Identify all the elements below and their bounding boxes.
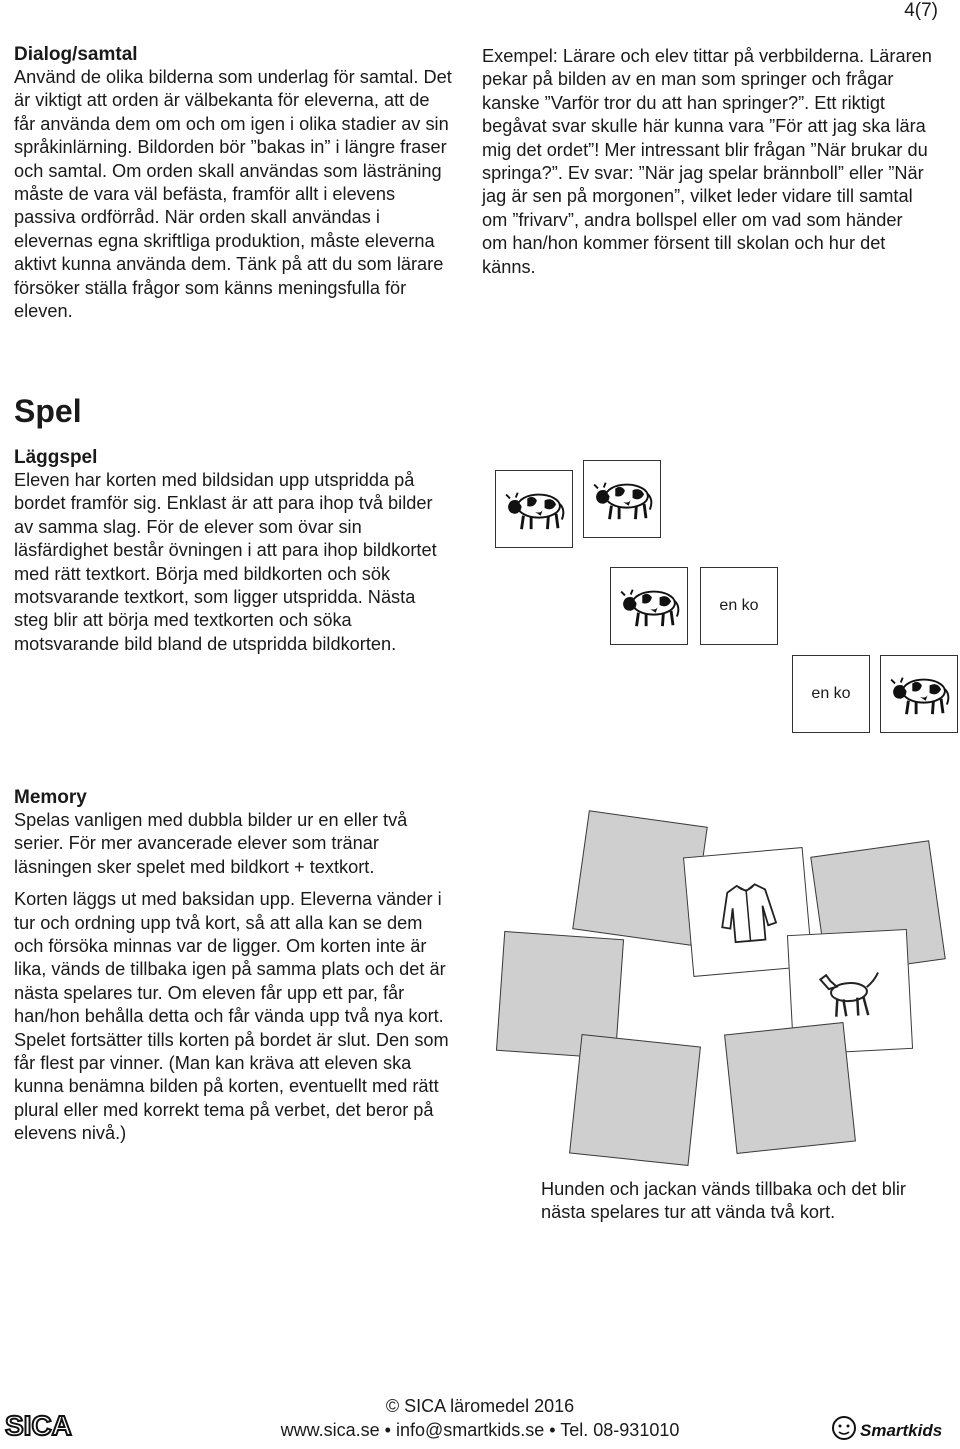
memory-card-back[interactable] (724, 1022, 856, 1154)
memory-heading: Memory (14, 787, 87, 808)
text-card-label: en ko (811, 685, 851, 702)
footer-contact: www.sica.se • info@smartkids.se • Tel. 08-931010 (280, 1420, 680, 1440)
jacket-icon (710, 874, 786, 950)
dialog-example (482, 45, 932, 279)
dialog-section (14, 43, 454, 323)
memory-text-1: Spelas vanligen med dubbla bilder ur en eller två serier. För mer avancerade elever som tränar läsningen sker spelet med bildkort + textkort. (14, 810, 408, 877)
sica-logo-text: SICA (5, 1410, 72, 1441)
cow-picture-card[interactable] (583, 460, 661, 538)
dialog-example-text: Exempel: Lärare och elev tittar på verbbilderna. Läraren pekar på bilden av en man som springer och frågar kanske ”Varför tror du att han springer?”. Ett riktigt begåvat svar skulle här kunna vara ”För att jag ska lära mig det ordet”! Mer intressant blir frågan ”När brukar du springa?”. Ev svar: ”När jag spelar brännboll” eller ”När jag är sen på morgonen”, vilket leder vidare till samtal om ”frivarv”, andra bollspel eller om vad som händer om han/hon kommer försent till skolan och hur det känns. (482, 46, 932, 277)
footer (0, 1396, 960, 1441)
smartkids-logo-text: Smartkids (860, 1421, 943, 1440)
cow-picture-card[interactable] (880, 655, 958, 733)
text-card[interactable] (792, 655, 870, 733)
page-number: 4(7) (904, 0, 938, 21)
laggspel-section (14, 446, 454, 656)
spel-heading: Spel (14, 393, 82, 429)
laggspel-text: Eleven har korten med bildsidan upp utspridda på bordet framför sig. Enklast är att para ihop två bilder av samma slag. För de elever som övar sin läsfärdighet består övningen i att para ihop bildkortet med rätt textkort. Börja med bildkorten och sök motsvarande textkort, som ligger utspridda. Nästa steg blir att börja med textkorten och söka motsvarande bild bland de utspridda bildkorten. (14, 470, 437, 654)
memory-caption-wrap (541, 1178, 951, 1225)
cow-icon (590, 475, 654, 523)
memory-section (14, 786, 454, 1146)
text-card-label: en ko (719, 597, 759, 614)
dog-icon (813, 960, 886, 1024)
cow-picture-card[interactable] (495, 470, 573, 548)
memory-caption: Hunden och jackan vänds tillbaka och det blir nästa spelares tur att vända två kort. (541, 1179, 906, 1223)
cow-icon (887, 670, 951, 718)
memory-card-back[interactable] (569, 1034, 701, 1166)
cow-icon (617, 582, 681, 630)
text-card[interactable] (700, 567, 778, 645)
cow-picture-card[interactable] (610, 567, 688, 645)
cow-icon (502, 485, 566, 533)
dialog-heading: Dialog/samtal (14, 44, 138, 65)
dialog-text: Använd de olika bilderna som underlag för samtal. Det är viktigt att orden är välbekanta för eleverna, att de får använda dem om och om igen i olika stadier av sin språkinlärning. Bildorden bör ”bakas in” i längre fraser och samtal. Om orden skall användas som lästräning måste de vara väl befästa, framför allt i elevens passiva ordförråd. När orden skall användas i elevernas egna skriftliga produktion, måste eleverna aktivt kunna använda dem. Tänk på att du som lärare försöker ställa frågor som känns meningsfulla för eleven. (14, 67, 452, 322)
footer-copyright: © SICA läromedel 2016 (385, 1396, 575, 1416)
smartkids-logo (830, 1408, 945, 1444)
spel-heading-wrap (14, 393, 82, 430)
memory-text-2: Korten läggs ut med baksidan upp. Eleverna vänder i tur och ordning upp två kort, så att alla kan se dem och försöka minnas var de ligger. Om korten inte är lika, vänds de tillbaka igen på samma plats och det är nästa spelares tur. Om eleven får upp ett par, får han/hon behålla detta och får vända upp två nya kort. Spelet fortsätter tills korten på bordet är slut. Den som får flest par vinner. (Man kan kräva att eleven ska kunna benämna bilden på korten, eventuellt med rätt plural eller med korrekt tema på verbet, det beror på elevens nivå.) (14, 889, 449, 1144)
laggspel-heading: Läggspel (14, 447, 98, 468)
